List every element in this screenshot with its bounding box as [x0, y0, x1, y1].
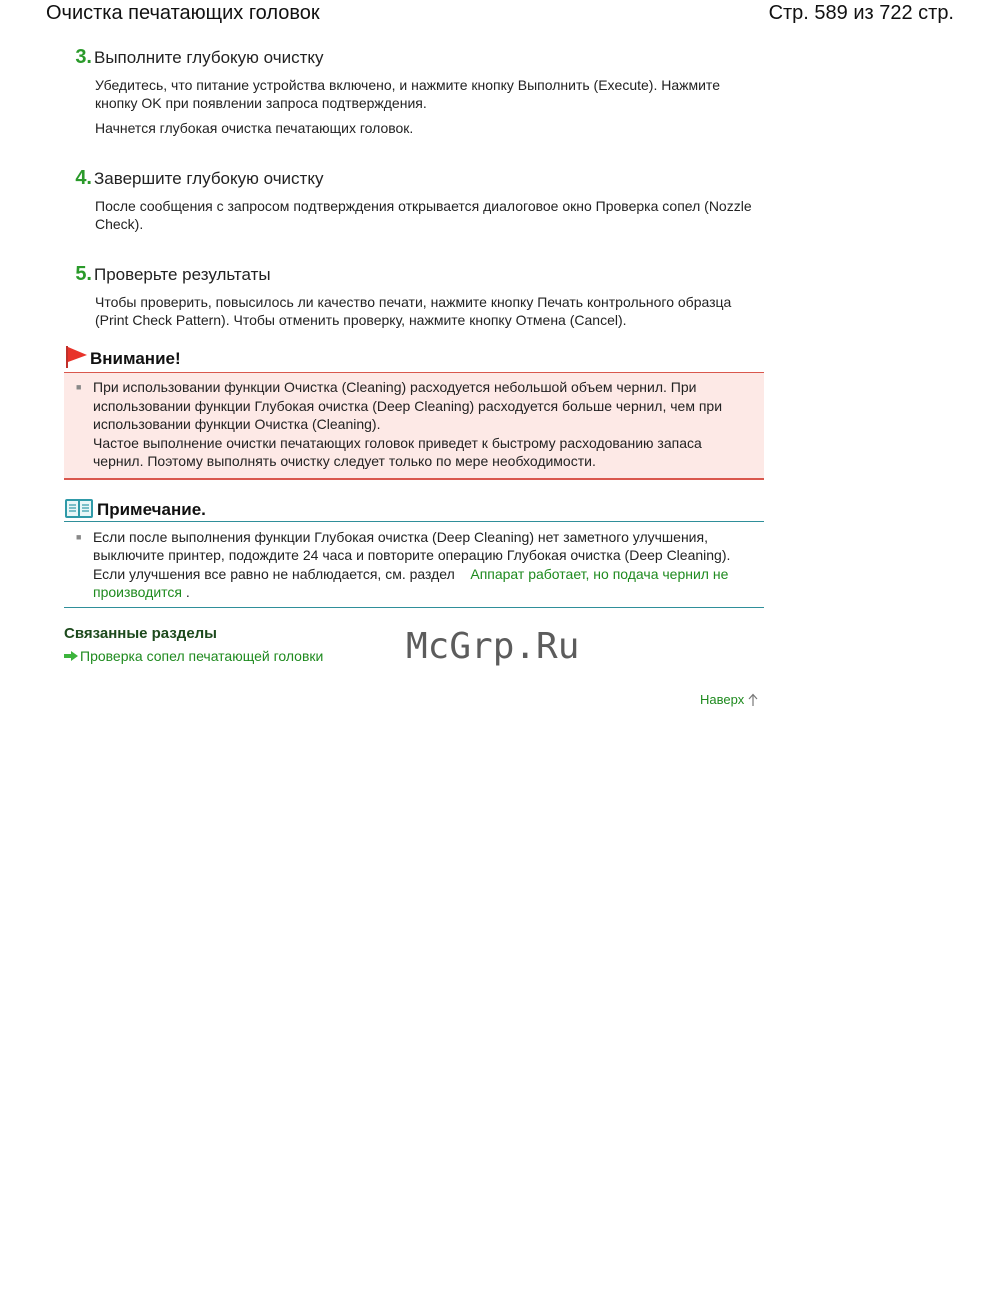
main-content [64, 46, 764, 608]
book-icon [64, 496, 94, 520]
bullet-icon: ■ [76, 382, 82, 392]
step-title: Выполните глубокую очистку [94, 48, 324, 67]
watermark: McGrp.Ru [406, 626, 580, 667]
step-number: 5. [75, 263, 92, 285]
step-number: 3. [75, 46, 92, 68]
green-arrow-icon [64, 651, 78, 661]
note-text: Если после выполнения функции Глубокая очистка (Deep Cleaning) нет заметного улучшения, выключите принтер, подождите 24 часа и повторите операцию Глубокая очистка (Deep Cleaning). Если улучшения все равно не наблюдается, см. раздел [93, 528, 731, 582]
note-box [64, 521, 764, 608]
step-number: 4. [75, 167, 92, 189]
step-4 [64, 167, 764, 233]
back-to-top[interactable] [700, 692, 759, 707]
page-number: Стр. 589 из 722 стр. [768, 2, 954, 24]
red-flag-icon [64, 345, 88, 369]
back-to-top-link[interactable]: Наверх [700, 692, 745, 707]
step-paragraph: Начнется глубокая очистка печатающих головок. [95, 120, 414, 136]
step-paragraph: Чтобы проверить, повысилось ли качество печати, нажмите кнопку Печать контрольного образца (Print Check Pattern). Чтобы отменить проверку, нажмите кнопку Отмена (Cancel). [95, 294, 732, 328]
note-heading [64, 492, 764, 520]
up-arrow-icon [747, 693, 759, 707]
page-header [46, 0, 954, 28]
note-link[interactable]: Аппарат работает, но подача чернил не производится [93, 565, 729, 600]
caution-text: Частое выполнение очистки печатающих головок приведет к быстрому расходованию запаса чернил. Поэтому выполнять очистку следует только по мере необходимости. [93, 434, 702, 469]
related-link[interactable]: Проверка сопел печатающей головки [80, 648, 324, 664]
caution-title: Внимание! [90, 349, 181, 368]
step-paragraph: После сообщения с запросом подтверждения открывается диалоговое окно Проверка сопел (Nozzle Check). [95, 198, 752, 232]
caution-text: При использовании функции Очистка (Cleaning) расходуется небольшой объем чернил. При использовании функции Глубокая очистка (Deep Cleaning) расходуется больше чернил, чем при использовании функции Очистка (Cleaning). [93, 379, 723, 432]
bullet-icon: ■ [76, 531, 82, 542]
step-5 [64, 263, 764, 329]
step-3 [64, 46, 764, 137]
note-link-suffix: . [181, 584, 190, 600]
related-title: Связанные разделы [64, 625, 217, 642]
step-paragraph: Убедитесь, что питание устройства включено, и нажмите кнопку Выполнить (Execute). Нажмите кнопку OK при появлении запроса подтверждения. [95, 77, 720, 111]
step-title: Проверьте результаты [94, 265, 271, 284]
caution-heading [64, 343, 764, 369]
document-title: Очистка печатающих головок [46, 2, 320, 24]
note-title: Примечание. [97, 499, 206, 519]
step-title: Завершите глубокую очистку [94, 169, 324, 188]
caution-box [64, 372, 764, 480]
